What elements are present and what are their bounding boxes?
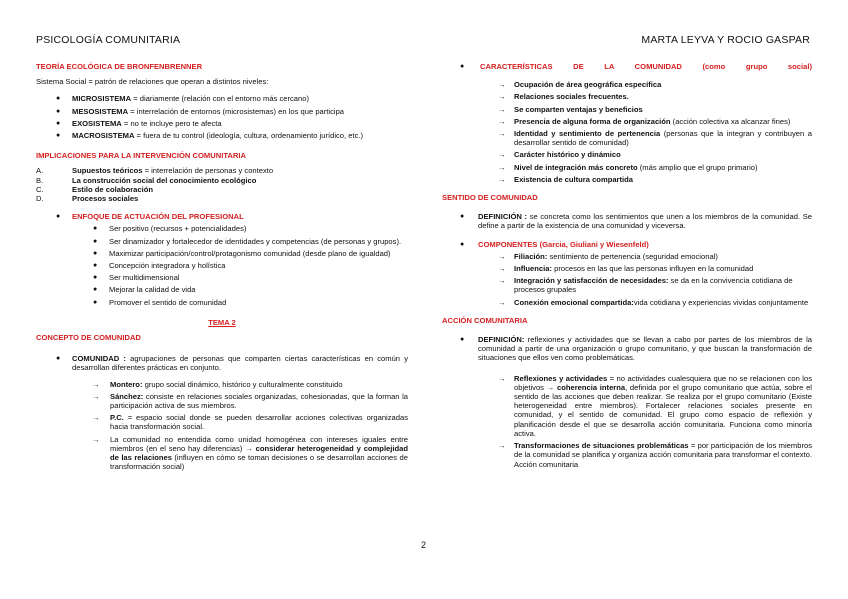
list-item: B. La construcción social del conocimiento ecológico <box>36 175 257 185</box>
list-item: D. Procesos sociales <box>36 194 139 204</box>
list-item: ● Maximizar participación/control/protagonismo comunidad (desde plano de igualdad) <box>36 249 408 258</box>
social-system-intro: Sistema Social = patrón de relaciones que operan a distintos niveles: <box>36 77 269 87</box>
list-item: ● Ser positivo (recursos + potencialidades) <box>36 224 408 233</box>
list-item: → Conexión emocional compartida:vida cotidiana y experiencias vividas conjuntamente <box>442 298 812 307</box>
list-item: ● Ser multidimensional <box>36 273 408 282</box>
caracteristicas-heading: ● CARACTERÍSTICAS DE LA COMUNIDAD (como grupo social) <box>442 62 812 71</box>
list-item: → Integración y satisfacción de necesidades: se da en la convivencia cotidiana de procesos grupales <box>442 276 812 294</box>
list-item: → Influencia: procesos en las que las personas influyen en la comunidad <box>442 264 812 273</box>
definition-heterogeneity: → La comunidad no entendida como unidad homogénea con intereses iguales entre miembros (en el seno hay diferencias) → considerar heterogeneidad y complejidad de las relaciones (influyen en cómo se toman decisiones o se desarrollan acciones de transformación social) <box>36 435 408 472</box>
header-right: MARTA LEYVA Y ROCIO GASPAR <box>641 34 810 46</box>
tema-label: TEMA 2 <box>208 317 236 327</box>
definition-sanchez: → Sánchez: consiste en relaciones sociales organizadas, cohesionadas, que la forman la participación activa de sus miembros. <box>36 392 408 410</box>
list-item: ● Promover el sentido de comunidad <box>36 298 408 307</box>
list-item: ● Concepción integradora y holística <box>36 261 408 270</box>
list-item: ● MESOSISTEMA = interrelación de entornos (microsistemas) en los que participa <box>36 107 408 116</box>
section-title-sentido: SENTIDO DE COMUNIDAD <box>442 193 538 203</box>
list-item: → Identidad y sentimiento de pertenencia (personas que la integran y contribuyen a desarrollar sentido de comunidad) <box>442 129 812 147</box>
list-item: ● MACROSISTEMA = fuera de tu control (ideología, cultura, ordenamiento jurídico, etc.) <box>36 131 408 140</box>
section-title-concepto: CONCEPTO DE COMUNIDAD <box>36 333 141 343</box>
list-item: → Existencia de cultura compartida <box>442 175 812 184</box>
list-item: C. Estilo de colaboración <box>36 184 154 194</box>
definition-montero: → Montero: grupo social dinámico, histórico y culturalmente constituido <box>36 380 408 389</box>
left-column <box>36 62 408 475</box>
enfoque-heading: ● ENFOQUE DE ACTUACIÓN DEL PROFESIONAL <box>36 212 408 221</box>
sentido-definition: ● DEFINICIÓN : se concreta como los sentimientos que unen a los miembros de la comunidad. Se define a partir de la existencia de una comunidad y viceversa. <box>442 212 812 230</box>
enfoque-list <box>36 224 408 306</box>
page-number: 2 <box>421 540 427 550</box>
list-item: ● Mejorar la calidad de vida <box>36 285 408 294</box>
list-item: → Se comparten ventajas y beneficios <box>442 105 812 114</box>
implications-list <box>36 166 408 203</box>
list-item: ● EXOSISTEMA = no te incluye pero te afecta <box>36 119 408 128</box>
list-item: ● Ser dinamizador y fortalecedor de identidades y competencias (de personas y grupos). <box>36 237 408 246</box>
list-item: A. Supuestos teóricos = interrelación de personas y contexto <box>36 166 274 176</box>
definition-pc: → P.C. = espacio social donde se pueden desarrollar acciones colectivas organizadas hacia transformación social. <box>36 413 408 431</box>
section-title-accion: ACCIÓN COMUNITARIA <box>442 315 528 325</box>
header-left: PSICOLOGÍA COMUNITARIA <box>36 34 181 46</box>
reflexiones-item: → Reflexiones y actividades = no actividades cualesquiera que no se relacionen con los objetivos → coherencia interna, definida por el grupo comunitario que actúa, sobre el sentido de las acciones que deben realizar. Se realiza por el grupo comunitario (Existe heterogeneidad entre miembros). Fortalecer relaciones sociales presente en comunidad, y el sentido de comunidad. El grupo como espacio de reflexión y planificación desde el que se desarrolla acción comunitaria. Funciona como minoría activa. <box>442 374 812 438</box>
section-title-bronfenbrenner: TEORÍA ECOLÓGICA DE BRONFENBRENNER <box>36 62 203 71</box>
list-item: → Carácter histórico y dinámico <box>442 150 812 159</box>
list-item: → Ocupación de área geográfica específica <box>442 80 812 89</box>
list-item: → Nivel de integración más concreto (más amplio que el grupo primario) <box>442 163 812 172</box>
list-item: → Presencia de alguna forma de organización (acción colectiva xa alcanzar fines) <box>442 117 812 126</box>
right-column <box>442 62 812 472</box>
list-item: → Filiación: sentimiento de pertenencia (seguridad emocional) <box>442 252 812 261</box>
list-item: ● MICROSISTEMA = diariamente (relación con el entorno más cercano) <box>36 94 408 103</box>
comunidad-definition: ● COMUNIDAD : agrupaciones de personas que comparten ciertas características en común y desarrollan diferentes prácticas en conjunto. <box>36 354 408 372</box>
section-title-implicaciones: IMPLICACIONES PARA LA INTERVENCIÓN COMUNITARIA <box>36 151 246 161</box>
accion-definition: ● DEFINICIÓN: reflexiones y actividades que se llevan a cabo por partes de los miembros de la comunidad a partir de una organización o grupo comunitario, y que buscan la transformación de situaciones que ellos ven como problemáticas. <box>442 335 812 363</box>
transformaciones-item: → Transformaciones de situaciones problemáticas = por participación de los miembros de la comunidad se planifica y organiza acción comunitaria para transformar el contexto. Acción comunitaria <box>442 441 812 469</box>
list-item: → Relaciones sociales frecuentes. <box>442 92 812 101</box>
systems-list <box>36 94 408 140</box>
componentes-heading: ● COMPONENTES (Garcia, Giuliani y Wiesenfeld) <box>442 240 812 249</box>
